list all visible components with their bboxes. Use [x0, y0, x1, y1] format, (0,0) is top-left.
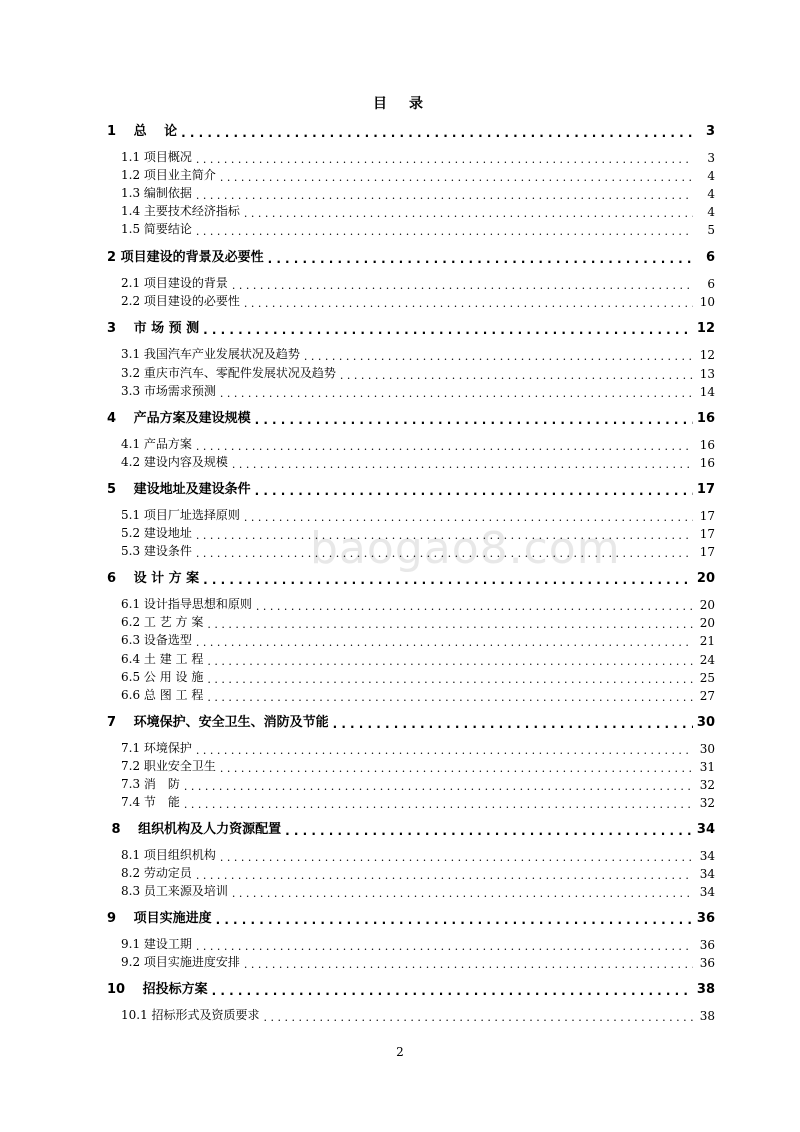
- toc-page-number: 17: [699, 545, 715, 559]
- toc-page-number: 34: [699, 867, 715, 881]
- toc-section-label: 1.5 简要结论: [121, 222, 192, 236]
- toc-chapter-label: 4 产品方案及建设规模: [107, 411, 251, 426]
- toc-section-label: 7.2 职业安全卫生: [121, 759, 216, 773]
- toc-section-label: 4.2 建设内容及规模: [121, 455, 228, 469]
- toc-section-1-3[interactable]: [121, 184, 715, 201]
- toc-leader-dots: [196, 530, 693, 541]
- toc-leader-dots: [184, 781, 693, 792]
- toc-section-label: 1.2 项目业主简介: [121, 168, 216, 182]
- toc-section-label: 6.4 土 建 工 程: [121, 652, 204, 666]
- toc-page-number: 17: [699, 509, 715, 523]
- toc-page-number: 32: [699, 778, 715, 792]
- toc-section-5-2[interactable]: [121, 524, 715, 541]
- toc-section-6-2[interactable]: [121, 613, 715, 630]
- toc-leader-dots: [207, 674, 693, 685]
- toc-leader-dots: [196, 941, 693, 952]
- toc-leader-dots: [255, 414, 693, 426]
- toc-leader-dots: [304, 351, 693, 362]
- toc-leader-dots: [196, 154, 693, 165]
- toc-leader-dots: [244, 208, 693, 219]
- toc-leader-dots: [255, 485, 693, 497]
- toc-chapter-label: 10 招投标方案: [107, 982, 208, 997]
- toc-leader-dots: [285, 825, 693, 837]
- toc-leader-dots: [340, 370, 693, 381]
- toc-page-number: 24: [699, 653, 715, 667]
- toc-chapter-label: 2 项目建设的背景及必要性: [107, 250, 264, 265]
- toc-section-label: 6.1 设计指导思想和原则: [121, 597, 252, 611]
- toc-chapter-label: 1 总 论: [107, 124, 178, 139]
- toc-page-number: 20: [699, 616, 715, 630]
- toc-section-label: 5.1 项目厂址选择原则: [121, 508, 240, 522]
- toc-section-label: 2.2 项目建设的必要性: [121, 294, 240, 308]
- toc-page-number: 3: [705, 124, 715, 139]
- toc-section-label: 8.1 项目组织机构: [121, 848, 216, 862]
- toc-page-number: 14: [699, 385, 715, 399]
- toc-leader-dots: [212, 985, 693, 997]
- toc-leader-dots: [196, 441, 693, 452]
- toc-section-label: 1.4 主要技术经济指标: [121, 204, 240, 218]
- toc-section-label: 3.3 市场需求预测: [121, 384, 216, 398]
- page-title: 目 录: [373, 96, 427, 112]
- toc-section-label: 6.3 设备选型: [121, 633, 192, 647]
- toc-chapter-6[interactable]: [107, 569, 715, 586]
- toc-section-label: 10.1 招标形式及资质要求: [121, 1008, 260, 1022]
- toc-chapter-2[interactable]: [107, 248, 715, 265]
- toc-section-9-1[interactable]: [121, 935, 715, 952]
- toc-page-number: 4: [707, 205, 715, 219]
- toc-chapter-label: 8 组织机构及人力资源配置: [107, 822, 282, 837]
- toc-section-label: 2.1 项目建设的背景: [121, 276, 228, 290]
- toc-page-number: 12: [696, 321, 715, 336]
- toc-page-number: 31: [699, 760, 715, 774]
- toc-leader-dots: [196, 190, 693, 201]
- toc-section-1-4[interactable]: [121, 202, 715, 219]
- toc-leader-dots: [220, 172, 693, 183]
- toc-page-number: 4: [707, 187, 715, 201]
- toc-section-7-4[interactable]: [121, 793, 715, 810]
- toc-section-3-3[interactable]: [121, 382, 715, 399]
- toc-chapter-8[interactable]: [107, 820, 715, 837]
- toc-section-label: 6.5 公 用 设 施: [121, 670, 204, 684]
- toc-section-4-1[interactable]: [121, 435, 715, 452]
- toc-leader-dots: [268, 253, 693, 265]
- toc-section-1-2[interactable]: [121, 166, 715, 183]
- toc-leader-dots: [232, 280, 693, 291]
- toc-section-label: 5.2 建设地址: [121, 526, 192, 540]
- toc-section-label: 4.1 产品方案: [121, 437, 192, 451]
- toc-leader-dots: [196, 870, 693, 881]
- toc-section-5-3[interactable]: [121, 542, 715, 559]
- toc-leader-dots: [196, 637, 693, 648]
- toc-page-number: 34: [699, 885, 715, 899]
- page-number-footer: 2: [396, 1045, 404, 1059]
- toc-page-number: 34: [699, 849, 715, 863]
- toc-chapter-5[interactable]: [107, 480, 715, 497]
- toc-chapter-4[interactable]: [107, 409, 715, 426]
- toc-page-number: 3: [707, 151, 715, 165]
- toc-section-1-5[interactable]: [121, 220, 715, 237]
- toc-section-7-2[interactable]: [121, 757, 715, 774]
- toc-section-label: 6.6 总 图 工 程: [121, 688, 204, 702]
- toc-section-label: 7.1 环境保护: [121, 741, 192, 755]
- toc-leader-dots: [256, 601, 693, 612]
- toc-leader-dots: [216, 914, 693, 926]
- toc-leader-dots: [220, 852, 693, 863]
- toc-section-7-3[interactable]: [121, 775, 715, 792]
- toc-page-number: 16: [696, 411, 715, 426]
- toc-section-6-6[interactable]: [121, 686, 715, 703]
- toc-page-number: 25: [699, 671, 715, 685]
- toc-section-label: 5.3 建设条件: [121, 544, 192, 558]
- toc-chapter-label: 5 建设地址及建设条件: [107, 482, 251, 497]
- watermark: baogao8.com: [310, 523, 621, 574]
- toc-page-number: 10: [699, 295, 715, 309]
- toc-page-number: 12: [699, 348, 715, 362]
- toc-leader-dots: [203, 574, 693, 586]
- toc-chapter-label: 9 项目实施进度: [107, 911, 212, 926]
- toc-section-label: 1.1 项目概况: [121, 150, 192, 164]
- toc-section-3-1[interactable]: [121, 345, 715, 362]
- toc-page-number: 6: [707, 277, 715, 291]
- toc-leader-dots: [220, 388, 693, 399]
- toc-section-2-1[interactable]: [121, 274, 715, 291]
- toc-page-number: 36: [699, 938, 715, 952]
- toc-leader-dots: [244, 512, 693, 523]
- toc-chapter-label: 6 设 计 方 案: [107, 571, 200, 586]
- toc-section-label: 9.1 建设工期: [121, 937, 192, 951]
- toc-page-number: 38: [699, 1009, 715, 1023]
- toc-leader-dots: [244, 298, 693, 309]
- toc-section-9-2[interactable]: [121, 953, 715, 970]
- toc-section-5-1[interactable]: [121, 506, 715, 523]
- toc-section-label: 7.3 消 防: [121, 777, 180, 791]
- toc-section-1-1[interactable]: [121, 148, 715, 165]
- toc-chapter-label: 7 环境保护、安全卫生、消防及节能: [107, 715, 329, 730]
- toc-section-label: 3.2 重庆市汽车、零配件发展状况及趋势: [121, 366, 336, 380]
- toc-section-8-2[interactable]: [121, 864, 715, 881]
- toc-chapter-3[interactable]: [107, 319, 715, 336]
- toc-leader-dots: [232, 459, 693, 470]
- toc-leader-dots: [220, 763, 693, 774]
- toc-section-7-1[interactable]: [121, 739, 715, 756]
- toc-section-2-2[interactable]: [121, 292, 715, 309]
- toc-section-label: 3.1 我国汽车产业发展状况及趋势: [121, 347, 300, 361]
- toc-leader-dots: [207, 692, 693, 703]
- toc-leader-dots: [244, 959, 693, 970]
- toc-page-number: 34: [696, 822, 715, 837]
- toc-section-6-1[interactable]: [121, 595, 715, 612]
- toc-page-number: 21: [699, 634, 715, 648]
- toc-section-3-2[interactable]: [121, 364, 715, 381]
- toc-page-number: 30: [699, 742, 715, 756]
- toc-page-number: 16: [699, 438, 715, 452]
- toc-section-6-4[interactable]: [121, 650, 715, 667]
- toc-section-label: 7.4 节 能: [121, 795, 180, 809]
- toc-leader-dots: [196, 548, 693, 559]
- toc-leader-dots: [333, 718, 693, 730]
- toc-chapter-label: 3 市 场 预 测: [107, 321, 200, 336]
- toc-page-number: 38: [696, 982, 715, 997]
- toc-page-number: 36: [699, 956, 715, 970]
- toc-section-4-2[interactable]: [121, 453, 715, 470]
- toc-page-number: 5: [707, 223, 715, 237]
- toc-leader-dots: [207, 656, 693, 667]
- toc-page-number: 6: [705, 250, 715, 265]
- toc-leader-dots: [184, 799, 693, 810]
- toc-page-number: 20: [699, 598, 715, 612]
- toc-section-8-1[interactable]: [121, 846, 715, 863]
- toc-chapter-10[interactable]: [107, 980, 715, 997]
- toc-page-number: 17: [696, 482, 715, 497]
- toc-page-number: 36: [696, 911, 715, 926]
- toc-page-number: 20: [696, 571, 715, 586]
- toc-section-label: 8.3 员工来源及培训: [121, 884, 228, 898]
- toc-leader-dots: [264, 1012, 693, 1023]
- toc-page-number: 32: [699, 796, 715, 810]
- toc-section-label: 6.2 工 艺 方 案: [121, 615, 204, 629]
- toc-section-label: 1.3 编制依据: [121, 186, 192, 200]
- toc-chapter-1[interactable]: [107, 122, 715, 139]
- toc-section-label: 8.2 劳动定员: [121, 866, 192, 880]
- toc-leader-dots: [196, 745, 693, 756]
- toc-section-6-3[interactable]: [121, 631, 715, 648]
- toc-leader-dots: [207, 619, 693, 630]
- toc-section-label: 9.2 项目实施进度安排: [121, 955, 240, 969]
- toc-page-number: 30: [696, 715, 715, 730]
- toc-section-8-3[interactable]: [121, 882, 715, 899]
- toc-page-number: 13: [699, 367, 715, 381]
- toc-chapter-7[interactable]: [107, 713, 715, 730]
- toc-page-number: 16: [699, 456, 715, 470]
- toc-page-number: 27: [699, 689, 715, 703]
- toc-page-number: 17: [699, 527, 715, 541]
- toc-page-number: 4: [707, 169, 715, 183]
- toc-leader-dots: [181, 127, 693, 139]
- toc-leader-dots: [196, 226, 693, 237]
- toc-section-6-5[interactable]: [121, 668, 715, 685]
- toc-leader-dots: [203, 324, 693, 336]
- toc-chapter-9[interactable]: [107, 909, 715, 926]
- toc-section-10-1[interactable]: [121, 1006, 715, 1023]
- toc-leader-dots: [232, 888, 693, 899]
